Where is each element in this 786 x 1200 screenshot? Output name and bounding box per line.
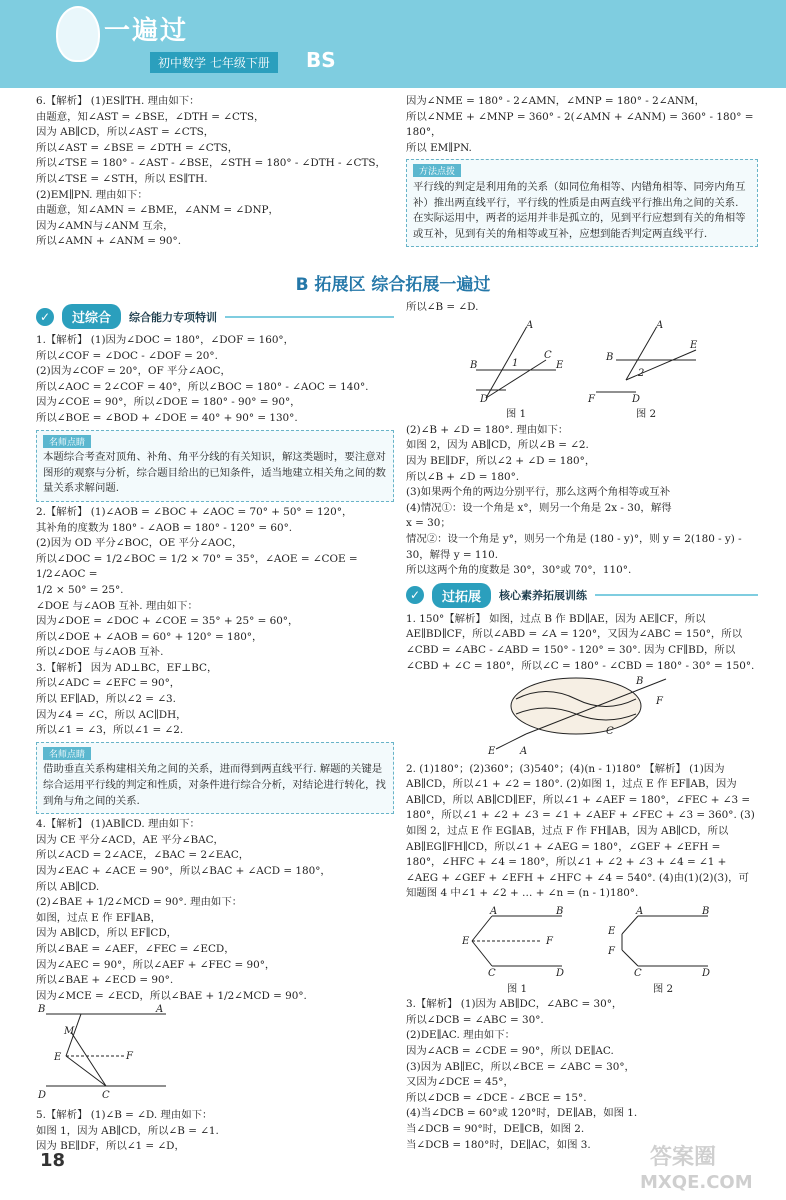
svg-text:B: B [556, 906, 564, 918]
text-line: 所以∠BAE + ∠ECD = 90°. [36, 974, 174, 987]
text-line: 因为∠AEC = 90°，所以∠AEF + ∠FEC = 90°， [36, 958, 276, 971]
tip-box-text: 本题综合考查对顶角、补角、角平分线的有关知识，解这类题时，要注意对图形的观察与分析，综合题目给出的已知条件，适当地建立相关角之间的数量关系求解问题. [43, 451, 386, 495]
answer-6-part1 [36, 94, 394, 250]
svg-text:D: D [702, 968, 711, 977]
text-line: 因为∠EAC + ∠ACE = 90°，所以∠BAC + ∠ACD = 180°， [36, 865, 331, 877]
book-title: 一遍过 [104, 16, 189, 46]
text-line: 由题意，知∠AMN = ∠BME，∠ANM = ∠DNP， [36, 204, 279, 217]
page-number: 18 [40, 1150, 66, 1171]
text-line: 所以∠TSE = 180° - ∠AST - ∠BSE，∠STH = 180° - ∠DTH - ∠CTS， [36, 157, 386, 170]
text-line: 因为∠ACB = ∠CDE = 90°，所以 DE∥AC. [406, 1045, 614, 1057]
text-line: 情况②：设一个角是 y°，则另一个角是 (180 - y)°，则 y = 2(180 - y) - 30，解得 y = 110. [406, 532, 745, 561]
text-line: 6.【解析】 (1)ES∥TH. 理由如下： [36, 95, 200, 107]
check-icon: ✓ [406, 586, 424, 604]
figure-poly-1 [462, 906, 572, 997]
svg-text:1: 1 [512, 357, 519, 369]
svg-text:B: B [636, 676, 644, 688]
watermark-bottom: MXQE.COM [640, 1172, 753, 1193]
figure-poly-2-caption: 图 2 [652, 982, 674, 995]
text-line: 所以∠B + ∠D = 180°. [406, 470, 520, 483]
right-main-column [406, 300, 758, 1153]
text-line: 所以∠DOE 与∠AOB 互补. [36, 646, 164, 659]
text-line: 4.【解析】 (1)AB∥CD. 理由如下： [36, 818, 200, 831]
svg-text:A: A [490, 906, 498, 918]
text-line: 1. 150°【解析】 如图，过点 B 作 BD∥AE，因为 AE∥CF，所以 AE∥BD∥CF，所以∠ABD = ∠A = 120°，又因为∠ABC = 150°，所以∠CBD = ∠ABC - ∠ABD = 150° - 120° = 30°. 因为 CF∥BD，所以∠CBD + ∠C = 180°，所以∠C = 180° - ∠CBD = 180° - 30° = 150°. [406, 612, 755, 672]
svg-text:B: B [702, 906, 710, 918]
figure-2-caption: 图 2 [635, 408, 657, 421]
text-line: 2.【解析】 (1)∠AOB = ∠BOC + ∠AOC = 70° + 50° = 120°， [36, 505, 353, 518]
text-line: 因为∠4 = ∠C，所以 AC∥DH， [36, 708, 187, 721]
text-line: 因为 CE 平分∠ACD，AE 平分∠BAC， [36, 833, 224, 846]
text-line: (3)如果两个角的两边分别平行，那么这两个角相等或互补 [406, 486, 671, 499]
figure-poly-2 [608, 906, 718, 997]
text-line: 所以∠AMN + ∠ANM = 90°. [36, 235, 182, 248]
text-line: 所以∠AOC = 2∠COF = 40°，所以∠BOC = 180° - ∠AOC = 140°. [36, 380, 369, 393]
svg-text:F: F [588, 393, 595, 402]
text-line: 所以∠ACD = 2∠ACE，∠BAC = 2∠EAC， [36, 849, 250, 862]
svg-text:F: F [608, 946, 615, 958]
text-line: 所以 EF∥AD，所以∠2 = ∠3. [36, 693, 176, 706]
text-line: (2)因为 OD 平分∠BOC，OE 平分∠AOC， [36, 537, 243, 550]
text-line: 因为 BE∥DF，所以∠2 + ∠D = 180°， [406, 454, 596, 467]
text-line: (2)∠B + ∠D = 180°. 理由如下： [406, 423, 569, 436]
answer-6-part2 [406, 94, 758, 250]
text-line: 所以∠TSE = ∠STH，所以 ES∥TH. [36, 172, 208, 185]
svg-text:A: A [156, 1004, 164, 1016]
svg-text:D: D [556, 968, 565, 977]
text-line: (2)DE∥AC. 理由如下： [406, 1029, 516, 1042]
tip-box-title: 方法点拨 [413, 164, 461, 177]
svg-text:M: M [64, 1026, 75, 1038]
text-line: 1.【解析】 (1)因为∠DOC = 180°，∠DOF = 160°， [36, 334, 295, 346]
watermark-top: 答案圈 [650, 1145, 717, 1170]
text-line: 2. (1)180°；(2)360°；(3)540°；(4)(n - 1)180° 【解析】 (1)因为 AB∥CD，所以∠1 + ∠2 = 180°. (2)如图 1，过点 E 作 EF∥AB，因为 AB∥CD，所以 AB∥CD∥EF，所以∠1 + ∠AEF = 180°，∠FEC + ∠3 = 180°，所以∠1 + ∠2 + ∠3 = ∠1 + ∠AEF + ∠FEC + ∠3 = 360°. (3)如图 2，过点 E 作 EG∥AB，过点 F 作 FH∥AB，因为 AB∥CD，所以 AB∥EG∥FH∥CD，所以∠1 + ∠AEG = 180°，∠GEF + ∠EFH = 180°，∠HFC + ∠4 = 180°，所以∠1 + ∠2 + ∠3 + ∠4 = ∠1 + ∠AEG + ∠GEF + ∠EFH + ∠HFC + ∠4 = 540°. (4)由(1)(2)(3)，可知题图 4 中∠1 + ∠2 + … + ∠n = (n - 1)180°. [406, 762, 755, 900]
svg-text:B: B [38, 1004, 46, 1016]
text-line: 如图，过点 E 作 EF∥AB， [36, 911, 161, 924]
svg-text:B: B [470, 359, 478, 371]
text-line: 因为∠AMN与∠ANM 互余， [36, 219, 174, 232]
text-line: 因为∠MCE = ∠ECD，所以∠BAE + 1/2∠MCD = 90°. [36, 989, 307, 1002]
text-line: (4)情况①：设一个角是 x°，则另一个角是 2x - 30，解得 [406, 501, 672, 514]
text-line: 所以∠1 = ∠3，所以∠1 = ∠2. [36, 724, 184, 737]
divider [595, 594, 758, 596]
text-line: 由题意，知∠AST = ∠BSE，∠DTH = ∠CTS， [36, 110, 265, 123]
svg-text:C: C [606, 726, 614, 738]
svg-text:F: F [126, 1051, 133, 1063]
band-title: B 拓展区 综合拓展一遍过 [295, 275, 491, 295]
figure-poly-1-caption: 图 1 [506, 982, 528, 995]
figure-poly-2-diagram [608, 906, 718, 976]
text-line: 所以 AB∥CD. [36, 880, 100, 893]
text-line: 3.【解析】 (1)因为 AB∥DC，∠ABC = 30°， [406, 998, 623, 1011]
svg-text:2: 2 [638, 367, 645, 379]
figures-row-1 [466, 320, 758, 423]
text-line: 1/2 × 50° = 25°. [36, 583, 124, 596]
text-line: x = 30； [406, 517, 451, 530]
book-subtitle: 初中数学 七年级下册 [150, 52, 278, 73]
text-line: 如图 1，因为 AB∥CD，所以∠B = ∠1. [36, 1124, 219, 1137]
text-line: 5.【解析】 (1)∠B = ∠D. 理由如下： [36, 1108, 213, 1121]
svg-text:C: C [544, 349, 552, 361]
svg-text:F: F [546, 936, 553, 948]
text-line: (3)因为 AB∥EC，所以∠BCE = ∠ABC = 30°， [406, 1060, 635, 1073]
text-line: ∠DOE 与∠AOB 互补. 理由如下： [36, 599, 198, 612]
left-main-column [36, 300, 394, 1155]
edition-label: BS [306, 48, 336, 72]
figures-row-2 [462, 906, 758, 997]
text-line: 所以 EM∥PN. [406, 141, 472, 154]
section-header-comprehensive [36, 304, 394, 329]
figure-1-caption: 图 1 [505, 408, 527, 421]
section-band [0, 270, 786, 295]
teacher-tip-box-2 [36, 742, 394, 814]
balloon-logo-icon [56, 6, 100, 62]
text-line: (2)EM∥PN. 理由如下： [36, 188, 148, 201]
svg-text:E: E [556, 359, 564, 371]
svg-text:D: D [38, 1090, 47, 1102]
tip-box-title: 名师点睛 [43, 747, 91, 760]
text-line: 因为∠NME = 180° - 2∠AMN，∠MNP = 180° - 2∠ANM， [406, 95, 706, 107]
text-line: 因为 BE∥DF，所以∠1 = ∠D， [36, 1140, 185, 1153]
text-line: 所以∠B = ∠D. [406, 301, 479, 313]
section-pill: 过拓展 [432, 583, 491, 608]
section-pill: 过综合 [62, 304, 121, 329]
text-line: 所以∠COF = ∠DOC - ∠DOF = 20°. [36, 349, 218, 362]
text-line: 其补角的度数为 180° - ∠AOB = 180° - 120° = 60°. [36, 521, 293, 534]
text-line: 所以∠AST = ∠BSE = ∠DTH = ∠CTS， [36, 141, 239, 154]
svg-text:A: A [526, 319, 534, 331]
figure-1 [466, 320, 566, 423]
check-icon: ✓ [36, 308, 54, 326]
text-line: 所以∠ADC = ∠EFC = 90°， [36, 677, 181, 690]
tip-box-text: 借助垂直关系构建相关角之间的关系，进而得到两直线平行. 解题的关键是综合运用平行线的判定和性质，对条件进行综合分析，对结论进行转化，找到角与角之间的关系. [43, 763, 386, 807]
section-header-extension [406, 583, 758, 608]
text-line: (4)当∠DCB = 60°或 120°时，DE∥AB，如图 1. [406, 1107, 638, 1120]
text-line: 所以∠DOC = 1/2∠BOC = 1/2 × 70° = 35°，∠AOE = ∠COE = 1/2∠AOC = [36, 552, 361, 581]
svg-text:E: E [488, 746, 496, 757]
svg-text:D: D [480, 393, 489, 402]
text-line: 因为 AB∥CD，所以∠AST = ∠CTS， [36, 126, 215, 139]
figure-2-diagram [586, 320, 706, 402]
svg-text:E: E [462, 936, 470, 948]
text-line: 所以∠NME + ∠MNP = 360° - 2(∠AMN + ∠ANM) = 360° - 180° = 180°， [406, 110, 757, 139]
text-line: 当∠DCB = 90°时，DE∥CB，如图 2. [406, 1122, 585, 1135]
page-header [0, 0, 786, 88]
svg-text:D: D [632, 393, 641, 402]
svg-text:F: F [656, 696, 663, 708]
text-line: 所以这两个角的度数是 30°，30°或 70°，110°. [406, 564, 632, 577]
svg-text:C: C [488, 968, 496, 977]
text-line: (2)因为∠COF = 20°，OF 平分∠AOC， [36, 365, 231, 378]
section-label: 核心素养拓展训练 [499, 589, 588, 603]
text-line: 当∠DCB = 180°时，DE∥AC，如图 3. [406, 1138, 591, 1151]
svg-text:E: E [608, 926, 616, 938]
text-line: 3.【解析】 因为 AD⊥BC，EF⊥BC， [36, 661, 218, 674]
svg-text:A: A [636, 906, 644, 918]
text-line: 又因为∠DCE = 45°， [406, 1076, 514, 1089]
svg-text:A: A [656, 319, 664, 331]
tip-box-title: 名师点睛 [43, 435, 91, 448]
tip-box-text: 平行线的判定是利用角的关系（如同位角相等、内错角相等、同旁内角互补）推出两直线平行，平行线的性质是由两直线平行推出角之间的关系. 在实际运用中，两者的运用并非是孤立的，见到平行应想到有关的角相等或互补，见到有关的角相等或互补，应想到能否判定两直线平行. [413, 180, 746, 240]
text-line: 因为∠DOE = ∠DOC + ∠COE = 35° + 25° = 60°， [36, 615, 299, 628]
svg-text:A: A [520, 746, 528, 757]
figure-poly-1-diagram [462, 906, 572, 976]
text-line: 所以∠DCB = ∠ABC = 30°. [406, 1013, 544, 1026]
lake-figure [486, 674, 676, 756]
figure-2 [586, 320, 706, 423]
parallel-lines-figure [36, 1004, 186, 1102]
svg-text:C: C [634, 968, 642, 977]
text-line: 所以∠BOE = ∠BOD + ∠DOE = 40° + 90° = 130°. [36, 411, 298, 424]
svg-text:C: C [102, 1090, 110, 1102]
text-line: (2)∠BAE + 1/2∠MCD = 90°. 理由如下： [36, 896, 243, 909]
divider [225, 316, 394, 318]
section-label: 综合能力专项特训 [129, 310, 218, 324]
teacher-tip-box-1 [36, 430, 394, 502]
text-line: 因为∠COE = 90°，所以∠DOE = 180° - 90° = 90°， [36, 396, 301, 409]
figure-1-diagram [466, 320, 566, 402]
text-line: 所以∠DOE + ∠AOB = 60° + 120° = 180°， [36, 630, 263, 643]
svg-text:E: E [54, 1052, 62, 1064]
svg-text:B: B [606, 351, 614, 363]
text-line: 所以∠BAE = ∠AEF，∠FEC = ∠ECD， [36, 942, 235, 955]
method-tip-box [406, 159, 758, 247]
text-line: 所以∠DCB = ∠DCE - ∠BCE = 15°. [406, 1091, 587, 1104]
text-line: 如图 2，因为 AB∥CD，所以∠B = ∠2. [406, 439, 589, 452]
svg-text:E: E [690, 339, 698, 351]
text-line: 因为 AB∥CD，所以 EF∥CD， [36, 927, 178, 940]
